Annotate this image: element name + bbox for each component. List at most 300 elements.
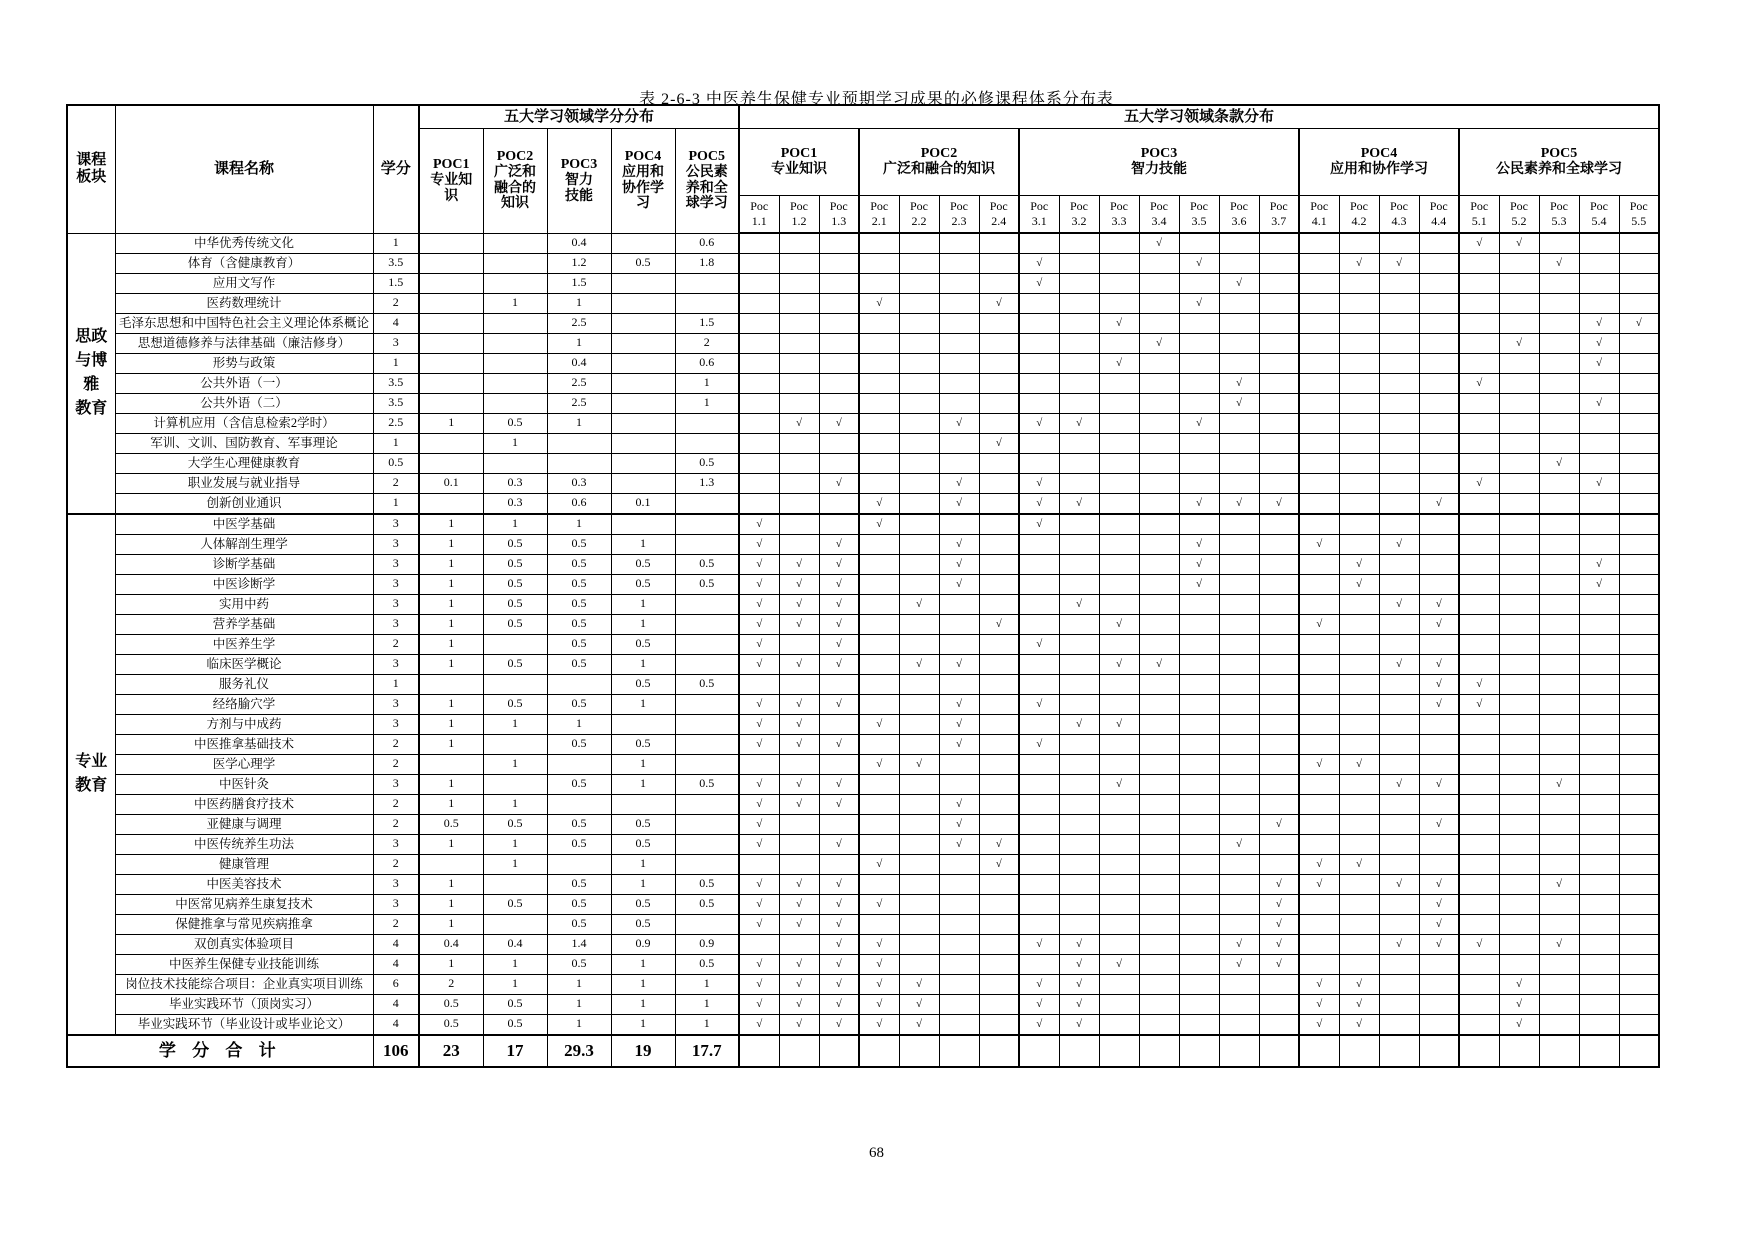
check-cell xyxy=(779,433,819,453)
check-cell xyxy=(899,934,939,954)
check-cell xyxy=(1579,994,1619,1014)
check-cell: √ xyxy=(739,534,779,554)
check-cell: √ xyxy=(819,994,859,1014)
check-cell xyxy=(1179,814,1219,834)
credit-cell: 3 xyxy=(373,614,419,634)
credit-cell: 1 xyxy=(419,694,483,714)
check-cell xyxy=(1499,313,1539,333)
credit-cell: 1 xyxy=(483,754,547,774)
check-cell: √ xyxy=(1299,974,1339,994)
check-cell: √ xyxy=(1299,854,1339,874)
check-cell xyxy=(819,674,859,694)
check-cell xyxy=(939,674,979,694)
check-cell xyxy=(1419,273,1459,293)
check-cell xyxy=(1619,754,1659,774)
check-cell xyxy=(1299,1035,1339,1067)
check-cell xyxy=(939,614,979,634)
course-row xyxy=(67,714,1659,734)
check-cell xyxy=(1539,734,1579,754)
credit-cell xyxy=(483,674,547,694)
check-cell: √ xyxy=(1339,574,1379,594)
check-cell xyxy=(1219,293,1259,313)
check-cell xyxy=(1299,934,1339,954)
check-cell: √ xyxy=(1299,994,1339,1014)
section-label: 思政 与博 雅 教育 xyxy=(67,233,115,514)
check-cell xyxy=(1419,413,1459,433)
check-cell xyxy=(1219,353,1259,373)
check-cell: √ xyxy=(1459,934,1499,954)
credit-cell xyxy=(611,333,675,353)
check-cell xyxy=(1339,293,1379,313)
credit-cell: 3.5 xyxy=(373,253,419,273)
check-cell xyxy=(1579,954,1619,974)
credit-cell: 0.3 xyxy=(483,493,547,514)
check-cell xyxy=(1379,974,1419,994)
check-cell xyxy=(1619,934,1659,954)
check-cell: √ xyxy=(779,794,819,814)
check-cell xyxy=(1419,714,1459,734)
credit-cell: 1 xyxy=(675,994,739,1014)
check-cell xyxy=(1419,353,1459,373)
check-cell xyxy=(1459,634,1499,654)
credit-cell: 1 xyxy=(483,954,547,974)
check-cell: √ xyxy=(1419,874,1459,894)
course-row xyxy=(67,373,1659,393)
check-cell xyxy=(1139,373,1179,393)
check-cell xyxy=(1139,293,1179,313)
check-cell xyxy=(1099,994,1139,1014)
check-cell xyxy=(1299,353,1339,373)
check-cell xyxy=(1539,514,1579,535)
check-cell: √ xyxy=(1339,974,1379,994)
check-cell: √ xyxy=(1539,774,1579,794)
check-cell: √ xyxy=(1019,994,1059,1014)
check-cell xyxy=(779,1035,819,1067)
course-name: 服务礼仪 xyxy=(115,674,373,694)
check-cell xyxy=(819,433,859,453)
check-cell xyxy=(1459,794,1499,814)
check-cell xyxy=(1619,253,1659,273)
credit-cell: 1 xyxy=(483,714,547,734)
check-cell xyxy=(1259,534,1299,554)
check-cell xyxy=(739,393,779,413)
check-cell: √ xyxy=(979,854,1019,874)
check-cell xyxy=(1379,854,1419,874)
check-cell xyxy=(1139,734,1179,754)
check-cell xyxy=(1579,774,1619,794)
check-cell xyxy=(1539,994,1579,1014)
check-cell xyxy=(1499,473,1539,493)
check-cell xyxy=(1299,293,1339,313)
check-cell xyxy=(1259,754,1299,774)
header-credit-poc: POC1 专业知 识 xyxy=(419,129,483,234)
credit-cell: 3 xyxy=(373,694,419,714)
check-cell xyxy=(1539,293,1579,313)
check-cell xyxy=(1059,754,1099,774)
header-sub-poc: Poc 5.3 xyxy=(1539,196,1579,234)
check-cell xyxy=(1219,854,1259,874)
course-name: 职业发展与就业指导 xyxy=(115,473,373,493)
credit-cell: 3 xyxy=(373,554,419,574)
credit-cell xyxy=(419,313,483,333)
credit-cell: 0.5 xyxy=(483,614,547,634)
check-cell xyxy=(1059,874,1099,894)
check-cell: √ xyxy=(819,874,859,894)
check-cell xyxy=(1139,694,1179,714)
check-cell xyxy=(979,794,1019,814)
course-name: 诊断学基础 xyxy=(115,554,373,574)
check-cell: √ xyxy=(1419,934,1459,954)
check-cell xyxy=(859,313,899,333)
header-sub-poc: Poc 2.2 xyxy=(899,196,939,234)
check-cell xyxy=(1059,333,1099,353)
check-cell xyxy=(1019,433,1059,453)
check-cell xyxy=(1379,754,1419,774)
check-cell xyxy=(1299,273,1339,293)
check-cell xyxy=(1539,894,1579,914)
check-cell xyxy=(1219,914,1259,934)
check-cell xyxy=(899,954,939,974)
check-cell xyxy=(1459,333,1499,353)
check-cell xyxy=(1019,333,1059,353)
check-cell xyxy=(1459,714,1499,734)
check-cell: √ xyxy=(779,574,819,594)
check-cell xyxy=(979,734,1019,754)
course-name: 中医美容技术 xyxy=(115,874,373,894)
check-cell xyxy=(1219,634,1259,654)
check-cell xyxy=(1499,373,1539,393)
check-cell xyxy=(1419,373,1459,393)
check-cell xyxy=(779,754,819,774)
check-cell xyxy=(1059,313,1099,333)
check-cell: √ xyxy=(1179,493,1219,514)
check-cell xyxy=(1459,734,1499,754)
check-cell xyxy=(1219,534,1259,554)
credit-cell: 2.5 xyxy=(547,373,611,393)
check-cell: √ xyxy=(1219,273,1259,293)
credit-cell: 0.5 xyxy=(547,874,611,894)
course-name: 毕业实践环节（毕业设计或毕业论文） xyxy=(115,1014,373,1035)
credit-cell: 0.5 xyxy=(611,894,675,914)
check-cell: √ xyxy=(1379,774,1419,794)
check-cell xyxy=(1619,654,1659,674)
header-course-block: 课程 板块 xyxy=(67,105,115,233)
check-cell xyxy=(1579,674,1619,694)
credit-cell xyxy=(611,313,675,333)
credit-cell xyxy=(419,353,483,373)
check-cell: √ xyxy=(739,574,779,594)
check-cell xyxy=(859,694,899,714)
credit-cell: 0.5 xyxy=(675,554,739,574)
check-cell xyxy=(979,894,1019,914)
check-cell xyxy=(1099,473,1139,493)
credit-cell: 0.5 xyxy=(483,894,547,914)
check-cell xyxy=(1179,353,1219,373)
check-cell xyxy=(859,373,899,393)
check-cell xyxy=(739,754,779,774)
credit-cell xyxy=(611,714,675,734)
check-cell xyxy=(859,233,899,253)
check-cell xyxy=(1419,433,1459,453)
credit-cell: 3.5 xyxy=(373,373,419,393)
check-cell xyxy=(939,514,979,535)
check-cell xyxy=(1499,574,1539,594)
header-sub-poc: Poc 4.2 xyxy=(1339,196,1379,234)
check-cell xyxy=(939,393,979,413)
check-cell: √ xyxy=(979,293,1019,313)
credit-cell: 1 xyxy=(419,574,483,594)
check-cell xyxy=(1539,313,1579,333)
course-name: 中医传统养生功法 xyxy=(115,834,373,854)
credit-cell: 0.5 xyxy=(675,874,739,894)
check-cell xyxy=(1179,994,1219,1014)
credit-cell: 3 xyxy=(373,333,419,353)
credit-cell: 1 xyxy=(419,714,483,734)
check-cell xyxy=(979,934,1019,954)
check-cell xyxy=(899,514,939,535)
course-name: 中医养生保健专业技能训练 xyxy=(115,954,373,974)
check-cell xyxy=(1619,233,1659,253)
credit-cell: 1 xyxy=(419,734,483,754)
check-cell xyxy=(1539,373,1579,393)
check-cell: √ xyxy=(1179,253,1219,273)
check-cell xyxy=(1139,574,1179,594)
check-cell xyxy=(1139,874,1179,894)
check-cell xyxy=(1459,393,1499,413)
check-cell xyxy=(1219,1014,1259,1035)
check-cell: √ xyxy=(739,734,779,754)
check-cell: √ xyxy=(1579,333,1619,353)
check-cell xyxy=(1019,233,1059,253)
check-cell xyxy=(1219,794,1259,814)
check-cell: √ xyxy=(819,934,859,954)
check-cell xyxy=(1059,614,1099,634)
check-cell: √ xyxy=(1219,934,1259,954)
check-cell: √ xyxy=(1179,293,1219,313)
check-cell xyxy=(819,353,859,373)
check-cell xyxy=(1459,594,1499,614)
credit-cell: 1 xyxy=(483,433,547,453)
course-name: 中医诊断学 xyxy=(115,574,373,594)
check-cell xyxy=(739,353,779,373)
check-cell xyxy=(779,393,819,413)
check-cell xyxy=(979,393,1019,413)
credit-cell: 2 xyxy=(373,734,419,754)
check-cell xyxy=(899,574,939,594)
check-cell xyxy=(1099,754,1139,774)
check-cell xyxy=(1059,574,1099,594)
check-cell xyxy=(1059,834,1099,854)
credit-cell: 0.5 xyxy=(675,674,739,694)
check-cell xyxy=(1339,493,1379,514)
check-cell: √ xyxy=(779,974,819,994)
check-cell xyxy=(1139,674,1179,694)
credit-cell: 0.5 xyxy=(547,774,611,794)
check-cell xyxy=(859,554,899,574)
check-cell xyxy=(1539,433,1579,453)
check-cell xyxy=(1219,814,1259,834)
credit-cell xyxy=(483,313,547,333)
credit-cell xyxy=(675,754,739,774)
header-sub-poc: Poc 2.3 xyxy=(939,196,979,234)
check-cell xyxy=(1059,894,1099,914)
credit-cell xyxy=(611,453,675,473)
check-cell xyxy=(859,253,899,273)
check-cell xyxy=(979,634,1019,654)
check-cell xyxy=(1019,754,1059,774)
check-cell xyxy=(1099,493,1139,514)
check-cell: √ xyxy=(1379,874,1419,894)
credit-cell: 2.5 xyxy=(547,313,611,333)
credit-cell: 2 xyxy=(373,794,419,814)
check-cell xyxy=(1179,754,1219,774)
check-cell xyxy=(1459,313,1499,333)
check-cell xyxy=(939,333,979,353)
check-cell xyxy=(1059,794,1099,814)
header-sub-poc: Poc 4.3 xyxy=(1379,196,1419,234)
check-cell xyxy=(1059,393,1099,413)
check-cell xyxy=(779,313,819,333)
check-cell xyxy=(1379,1014,1419,1035)
course-row xyxy=(67,734,1659,754)
check-cell xyxy=(1539,233,1579,253)
check-cell xyxy=(1139,954,1179,974)
check-cell xyxy=(1419,333,1459,353)
check-cell xyxy=(739,273,779,293)
check-cell xyxy=(1419,974,1459,994)
check-cell xyxy=(1579,754,1619,774)
check-cell: √ xyxy=(1579,554,1619,574)
check-cell xyxy=(979,574,1019,594)
check-cell xyxy=(1579,1014,1619,1035)
check-cell xyxy=(1619,714,1659,734)
credit-cell: 1.2 xyxy=(547,253,611,273)
check-cell xyxy=(1419,634,1459,654)
check-cell xyxy=(1179,874,1219,894)
check-cell: √ xyxy=(1059,493,1099,514)
check-cell: √ xyxy=(1259,894,1299,914)
check-cell xyxy=(1379,894,1419,914)
header-sub-poc: Poc 3.4 xyxy=(1139,196,1179,234)
check-cell xyxy=(1219,714,1259,734)
check-cell xyxy=(1419,954,1459,974)
check-cell xyxy=(1059,453,1099,473)
check-cell xyxy=(779,814,819,834)
credit-cell: 0.5 xyxy=(611,634,675,654)
check-cell xyxy=(859,774,899,794)
header-sub-poc: Poc 2.1 xyxy=(859,196,899,234)
check-cell xyxy=(1179,714,1219,734)
check-cell: √ xyxy=(1259,914,1299,934)
check-cell xyxy=(1179,634,1219,654)
check-cell: √ xyxy=(859,293,899,313)
check-cell: √ xyxy=(859,974,899,994)
check-cell xyxy=(859,273,899,293)
credit-cell: 0.5 xyxy=(483,994,547,1014)
credit-cell: 1 xyxy=(547,994,611,1014)
course-row xyxy=(67,453,1659,473)
course-row xyxy=(67,333,1659,353)
check-cell: √ xyxy=(899,1014,939,1035)
check-cell xyxy=(1259,353,1299,373)
check-cell xyxy=(1539,914,1579,934)
check-cell: √ xyxy=(739,654,779,674)
check-cell xyxy=(1459,534,1499,554)
check-cell xyxy=(1019,554,1059,574)
check-cell xyxy=(979,493,1019,514)
check-cell xyxy=(779,273,819,293)
check-cell xyxy=(939,994,979,1014)
check-cell xyxy=(1139,273,1179,293)
check-cell xyxy=(1539,674,1579,694)
credit-cell: 0.3 xyxy=(547,473,611,493)
check-cell xyxy=(1099,233,1139,253)
check-cell xyxy=(1619,1014,1659,1035)
credit-cell: 1 xyxy=(611,1014,675,1035)
check-cell xyxy=(859,453,899,473)
credit-cell xyxy=(483,353,547,373)
course-row xyxy=(67,934,1659,954)
course-name: 中医养生学 xyxy=(115,634,373,654)
credit-cell: 3 xyxy=(373,594,419,614)
check-cell xyxy=(1259,273,1299,293)
course-name: 经络腧穴学 xyxy=(115,694,373,714)
check-cell xyxy=(1299,834,1339,854)
credit-cell: 1 xyxy=(547,333,611,353)
check-cell xyxy=(1099,914,1139,934)
check-cell xyxy=(1619,574,1659,594)
check-cell xyxy=(1499,734,1539,754)
check-cell: √ xyxy=(1019,734,1059,754)
course-row xyxy=(67,834,1659,854)
credit-cell xyxy=(419,393,483,413)
check-cell: √ xyxy=(1459,674,1499,694)
check-cell xyxy=(1619,694,1659,714)
credit-cell xyxy=(611,473,675,493)
check-cell xyxy=(979,994,1019,1014)
check-cell xyxy=(1619,373,1659,393)
check-cell xyxy=(1619,333,1659,353)
check-cell xyxy=(1579,854,1619,874)
check-cell xyxy=(1499,954,1539,974)
check-cell xyxy=(979,453,1019,473)
check-cell xyxy=(1459,453,1499,473)
check-cell: √ xyxy=(1499,974,1539,994)
credit-cell: 1 xyxy=(419,954,483,974)
check-cell xyxy=(939,774,979,794)
check-cell xyxy=(1499,534,1539,554)
check-cell xyxy=(1139,473,1179,493)
check-cell xyxy=(1099,1014,1139,1035)
check-cell xyxy=(899,1035,939,1067)
check-cell xyxy=(979,914,1019,934)
check-cell xyxy=(1379,694,1419,714)
check-cell xyxy=(859,473,899,493)
credit-cell xyxy=(547,754,611,774)
check-cell xyxy=(1379,393,1419,413)
check-cell xyxy=(1499,393,1539,413)
check-cell xyxy=(859,874,899,894)
check-cell xyxy=(899,473,939,493)
credit-cell xyxy=(419,293,483,313)
check-cell xyxy=(1019,834,1059,854)
check-cell: √ xyxy=(819,614,859,634)
check-cell xyxy=(1099,894,1139,914)
check-cell: √ xyxy=(1059,934,1099,954)
check-cell xyxy=(1179,1035,1219,1067)
check-cell xyxy=(1339,473,1379,493)
check-cell xyxy=(1299,313,1339,333)
